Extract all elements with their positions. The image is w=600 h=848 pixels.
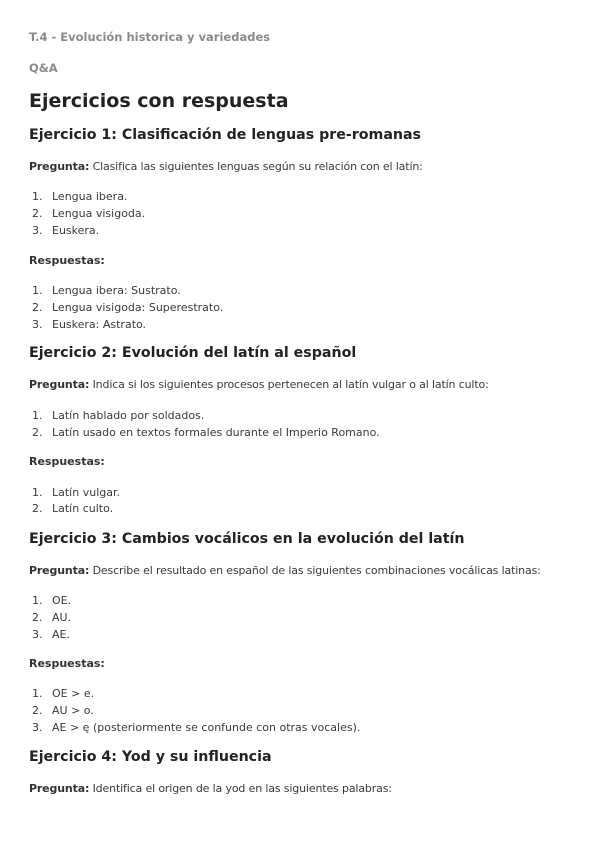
question-text: Describe el resultado en español de las siguientes combinaciones vocálicas latinas: xyxy=(92,564,541,577)
list-item: 3. AE > ę (posteriormente se confunde con otras vocales). xyxy=(32,721,361,734)
exercise-3-title: Ejercicio 3: Cambios vocálicos en la evolución del latín xyxy=(29,531,465,547)
exercise-1-title: Ejercicio 1: Clasificación de lenguas pre-romanas xyxy=(29,127,422,143)
list-item: 3. Euskera. xyxy=(32,224,100,237)
exercise-2-title: Ejercicio 2: Evolución del latín al español xyxy=(29,345,357,361)
list-item: 2. Lengua visigoda. xyxy=(32,207,146,220)
question-label: Pregunta: xyxy=(29,378,90,391)
question-text: Identifica el origen de la yod en las siguientes palabras: xyxy=(92,782,392,795)
exercise-1-question xyxy=(29,160,423,173)
list-item: 1. OE > e. xyxy=(32,687,95,700)
list-item: 3. AE. xyxy=(32,628,70,641)
list-item: 2. Lengua visigoda: Superestrato. xyxy=(32,301,224,314)
exercise-3-question xyxy=(29,564,541,577)
question-label: Pregunta: xyxy=(29,564,90,577)
question-text: Clasifica las siguientes lenguas según su relación con el latín: xyxy=(92,160,423,173)
answers-label: Respuestas: xyxy=(29,254,105,267)
list-item: 2. AU > o. xyxy=(32,704,94,717)
page-title: Ejercicios con respuesta xyxy=(29,90,289,112)
question-label: Pregunta: xyxy=(29,782,90,795)
exercise-4-question xyxy=(29,782,392,795)
list-item: 1. OE. xyxy=(32,594,72,607)
exercise-4-title: Ejercicio 4: Yod y su influencia xyxy=(29,749,272,765)
list-item: 2. Latín usado en textos formales durante el Imperio Romano. xyxy=(32,426,380,439)
question-label: Pregunta: xyxy=(29,160,90,173)
answers-label: Respuestas: xyxy=(29,455,105,468)
list-item: 1. Lengua ibera: Sustrato. xyxy=(32,284,181,297)
question-text: Indica si los siguientes procesos pertenecen al latín vulgar o al latín culto: xyxy=(92,378,489,391)
answers-label: Respuestas: xyxy=(29,657,105,670)
list-item: 1. Latín hablado por soldados. xyxy=(32,409,205,422)
course-title: T.4 - Evolución historica y variedades xyxy=(29,30,271,44)
section-label: Q&A xyxy=(29,61,58,75)
list-item: 2. Latín culto. xyxy=(32,502,114,515)
list-item: 1. Lengua ibera. xyxy=(32,190,128,203)
exercise-2-question xyxy=(29,378,489,391)
list-item: 2. AU. xyxy=(32,611,72,624)
list-item: 1. Latín vulgar. xyxy=(32,486,120,499)
list-item: 3. Euskera: Astrato. xyxy=(32,318,147,331)
